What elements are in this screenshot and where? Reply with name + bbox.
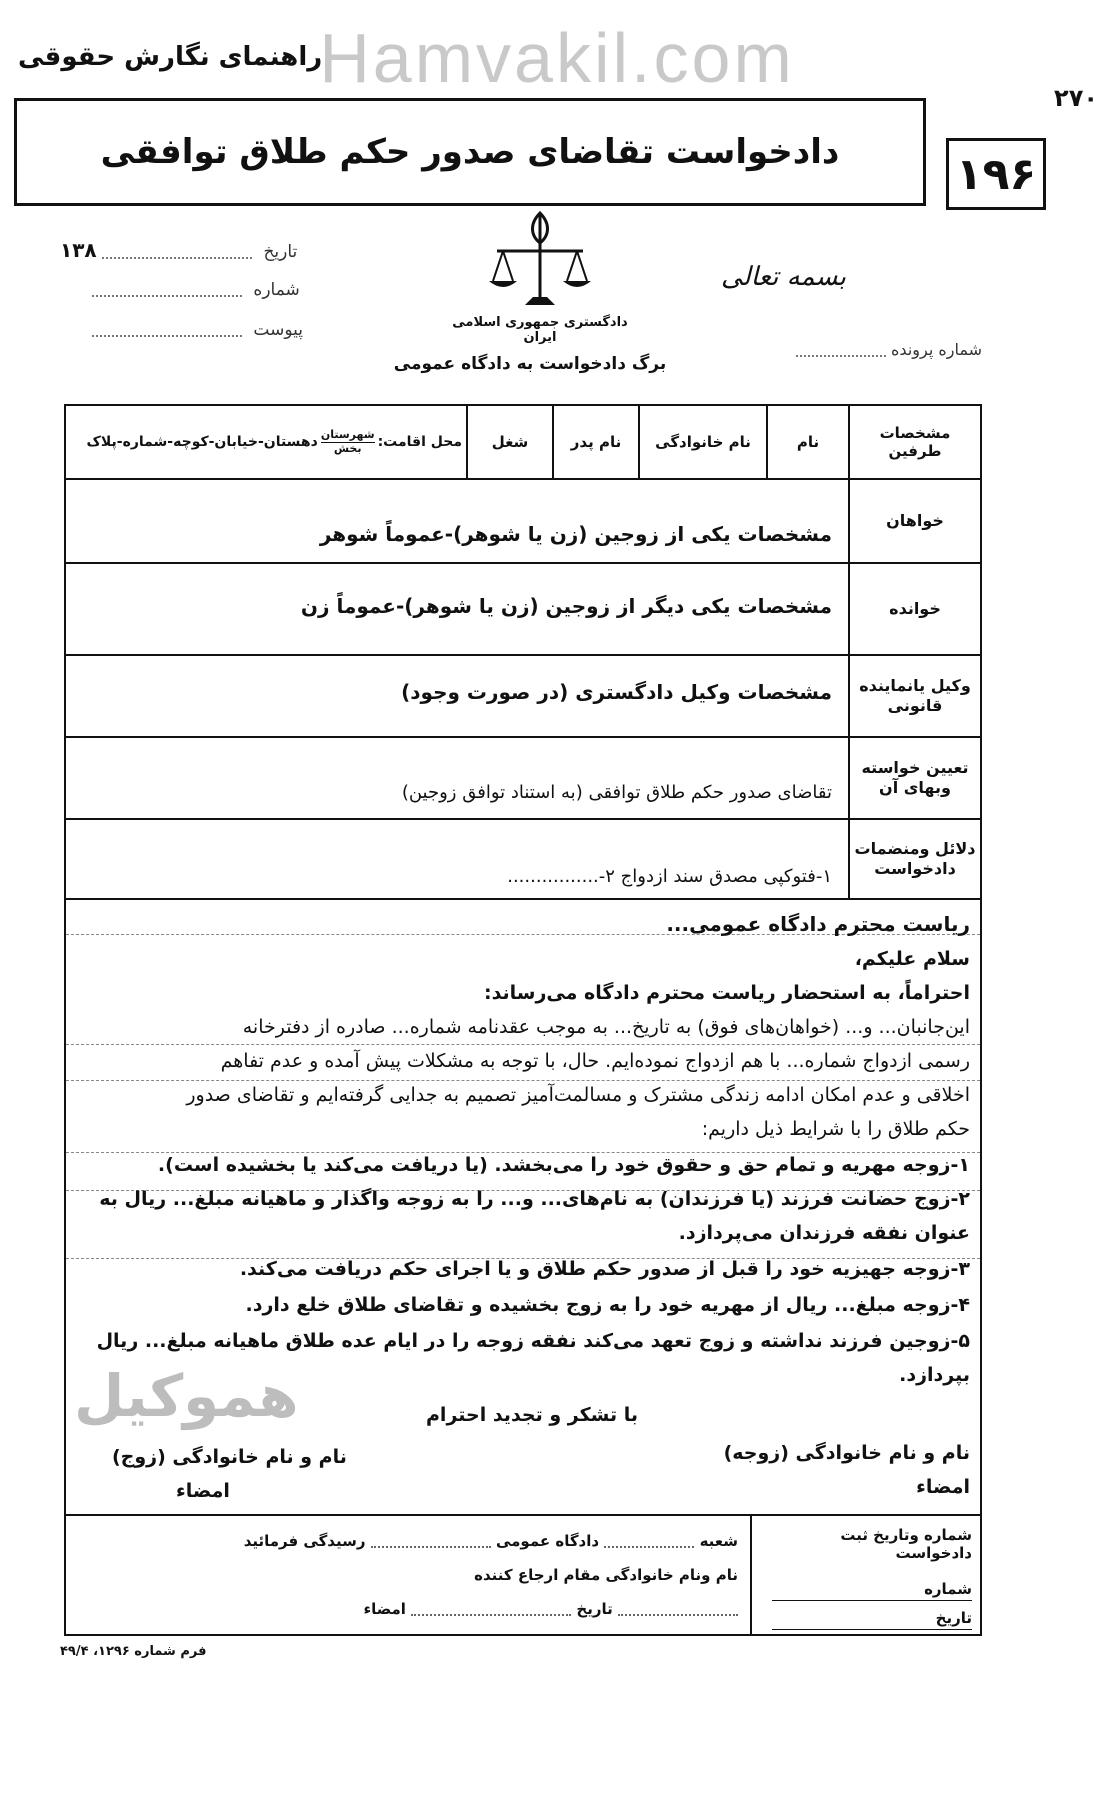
header-row	[66, 406, 980, 480]
page-number: ۲۷۰	[1054, 84, 1098, 112]
form-title: دادخواست تقاضای صدور حکم طلاق توافقی	[100, 132, 840, 172]
referral-line-3	[363, 1600, 738, 1618]
letter-greeting: سلام علیکم،	[854, 948, 970, 970]
row-lawyer	[66, 656, 980, 738]
case-number-label: شماره پرونده	[891, 340, 982, 359]
header-address-top: شهرستان	[320, 428, 375, 442]
letter-salutation: ریاست محترم دادگاه عمومی...	[666, 912, 970, 936]
registration-title: شماره وتاریخ ثبت دادخواست	[840, 1526, 972, 1562]
letter-rule	[66, 1080, 980, 1081]
date-dots	[102, 245, 252, 259]
letter-rule	[66, 1152, 980, 1153]
date-value: ۱۳۸	[60, 238, 97, 262]
row-evidence	[66, 820, 980, 900]
letter-closing: با تشکر و تجدید احترام	[426, 1404, 639, 1426]
row-claim-content: تقاضای صدور حکم طلاق توافقی (به استناد توافق زوجین)	[401, 782, 832, 803]
basmala: بسمه تعالی	[721, 262, 846, 292]
header-name: نام	[766, 406, 848, 478]
row-evidence-label: دلائل ومنضمات دادخواست	[848, 820, 980, 898]
row-lawyer-content: مشخصات وکیل دادگستری (در صورت وجود)	[401, 680, 832, 704]
court-dots	[371, 1536, 491, 1548]
number-field	[92, 280, 300, 300]
footer-date-label: تاریخ	[576, 1600, 613, 1618]
case-number-field	[796, 340, 982, 359]
letter-body	[66, 900, 980, 1514]
header-father: نام پدر	[552, 406, 638, 478]
header-family: نام خانوادگی	[638, 406, 766, 478]
number-label: شماره	[253, 280, 300, 300]
registration-number: شماره	[772, 1580, 972, 1601]
form-footer	[66, 1514, 980, 1634]
wife-sign-label: امضاء	[916, 1476, 970, 1498]
branch-label: شعبه	[699, 1532, 738, 1550]
hamvakil-watermark: هموکیل	[74, 1362, 299, 1430]
case-number-dots	[796, 345, 886, 357]
row-evidence-content: ۱-فتوکپی مصدق سند ازدواج ۲-................	[507, 866, 832, 887]
header-parties: مشخصات طرفین	[848, 406, 980, 478]
row-plaintiff-content: مشخصات یکی از زوجین (زن یا شوهر)-عموماً شوهر	[319, 522, 832, 546]
header-address	[66, 406, 466, 478]
form-subtitle: برگ دادخواست به دادگاه عمومی	[393, 354, 667, 374]
header-address-prefix: محل اقامت:	[377, 434, 462, 450]
date-label: تاریخ	[263, 242, 298, 262]
court-label: دادگاه عمومی	[495, 1532, 600, 1550]
letter-condition-5: ۵-زوجین فرزند نداشته و زوج تعهد می‌کند نفقه زوجه را در ایام عده طلاق ماهیانه مبلغ... ریال	[96, 1330, 970, 1352]
letter-line-1: این‌جانبان... و... (خواهان‌های فوق) به تاریخ... به موجب عقدنامه شماره... صادره از دفترخانه	[242, 1016, 970, 1038]
header-address-bottom: بخش	[333, 441, 362, 455]
row-claim-label: تعیین خواسته وبهای آن	[848, 738, 980, 818]
row-plaintiff-label: خواهان	[848, 480, 980, 562]
letter-condition-3: ۳-زوجه جهیزیه خود را قبل از صدور حکم طلاق و یا اجرای حکم دریافت می‌کند.	[239, 1258, 970, 1280]
letter-line-2: رسمی ازدواج شماره... با هم ازدواج نموده‌ایم. حال، با توجه به مشکلات پیش آمده و عدم تفاهم	[220, 1050, 970, 1072]
letter-rule	[66, 1044, 980, 1045]
sign-dots	[411, 1604, 571, 1616]
header-job: شغل	[466, 406, 552, 478]
registration-date: تاریخ	[772, 1609, 972, 1630]
registration-box	[750, 1516, 980, 1636]
letter-condition-2: ۲-زوج حضانت فرزند (یا فرزندان) به نام‌های... و... را به زوجه واگذار و ماهیانه مبلغ... ریال به	[99, 1188, 970, 1210]
row-lawyer-label: وکیل یانماینده قانونی	[848, 656, 980, 736]
letter-condition-2-cont: عنوان نفقه فرزندان می‌پردازد.	[678, 1222, 970, 1244]
form-title-box	[14, 98, 926, 206]
form-code: فرم شماره ۱۲۹۶، ۴۹/۴	[60, 1644, 207, 1659]
wife-name-label: نام و نام خانوادگی (زوجه)	[723, 1442, 970, 1464]
date-field	[60, 238, 297, 262]
judiciary-emblem	[440, 205, 640, 345]
header-address-rest: دهستان-خیابان-کوچه-شماره-پلاک	[86, 434, 318, 450]
letter-condition-1: ۱-زوجه مهریه و تمام حق و حقوق خود را می‌بخشد. (یا دریافت می‌کند یا بخشیده است).	[157, 1154, 970, 1176]
row-claim	[66, 738, 980, 820]
row-defendant-label: خوانده	[848, 564, 980, 654]
husband-name-label: نام و نام خانوادگی (زوج)	[112, 1446, 347, 1468]
referrer-label: نام ونام خانوادگی مقام ارجاع کننده	[474, 1566, 738, 1584]
form-number: ۱۹۶	[946, 138, 1046, 210]
row-plaintiff	[66, 480, 980, 564]
letter-line-4: حکم طلاق را با شرایط ذیل داریم:	[701, 1118, 970, 1140]
number-dots	[92, 283, 242, 297]
date-dots	[618, 1604, 738, 1616]
branch-dots	[604, 1536, 694, 1548]
row-defendant	[66, 564, 980, 656]
letter-intro: احتراماً، به استحضار ریاست محترم دادگاه می‌رساند:	[483, 982, 970, 1004]
review-label: رسیدگی فرمائید	[243, 1532, 366, 1550]
emblem-text: دادگستری جمهوری اسلامی ایران	[452, 315, 628, 345]
referral-line-1	[244, 1532, 738, 1550]
attachment-label: پیوست	[253, 320, 303, 340]
letter-condition-4: ۴-زوجه مبلغ... ریال از مهریه خود را به زوج بخشیده و تقاضای طلاق خلع دارد.	[245, 1294, 970, 1316]
header-address-stack	[321, 429, 375, 454]
petition-form	[64, 404, 982, 1636]
husband-sign-label: امضاء	[176, 1480, 230, 1502]
letter-condition-5-cont: بپردازد.	[899, 1364, 970, 1386]
scales-of-justice-icon	[485, 205, 595, 315]
letter-line-3: اخلاقی و عدم امکان ادامه زندگی مشترک و مسالمت‌آمیز تصمیم به جدایی گرفته‌ایم و تقاضای صدور	[186, 1084, 970, 1106]
attachment-dots	[92, 323, 242, 337]
attachment-field	[92, 320, 303, 340]
site-watermark: Hamvakil.com	[319, 19, 795, 97]
book-title: راهنمای نگارش حقوقی	[18, 42, 323, 72]
referral-box	[66, 1516, 748, 1636]
row-defendant-content: مشخصات یکی دیگر از زوجین (زن یا شوهر)-عموماً زن	[300, 594, 832, 618]
footer-sign-label: امضاء	[363, 1600, 406, 1618]
